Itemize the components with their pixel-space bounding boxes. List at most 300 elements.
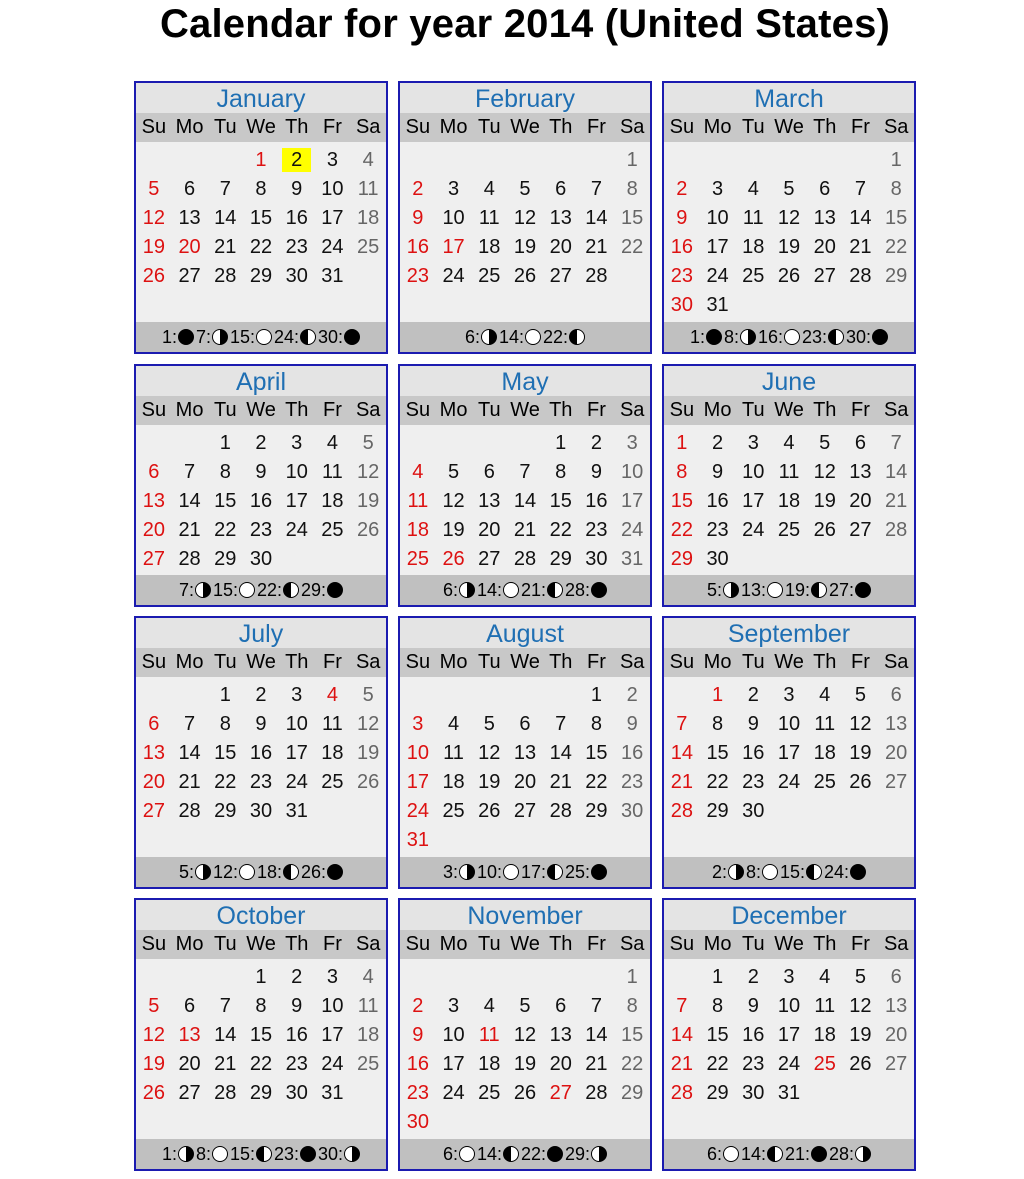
day-cell[interactable]: 4 (448, 713, 460, 735)
day-cell[interactable]: 11 (778, 461, 800, 483)
day-cell[interactable]: 31 (706, 294, 729, 316)
day-cell[interactable]: 25 (742, 265, 765, 287)
day-cell[interactable]: 10 (442, 1024, 465, 1046)
day-cell[interactable]: 23 (742, 771, 765, 793)
day-cell[interactable]: 12 (513, 207, 537, 229)
day-cell[interactable]: 12 (849, 713, 872, 735)
day-cell[interactable]: 7 (184, 713, 196, 735)
day-cell[interactable]: 2 (291, 966, 303, 988)
day-cell[interactable]: 29 (885, 265, 908, 287)
day-cell[interactable]: 13 (849, 461, 872, 483)
day-cell[interactable]: 28 (178, 800, 201, 822)
day-cell[interactable]: 30 (706, 548, 729, 570)
day-cell[interactable]: 17 (621, 490, 644, 512)
day-cell[interactable]: 8 (712, 995, 724, 1017)
day-cell[interactable]: 26 (357, 771, 380, 793)
day-cell[interactable]: 28 (670, 1082, 693, 1104)
day-cell[interactable]: 3 (448, 995, 460, 1017)
day-cell[interactable]: 6 (519, 713, 531, 735)
day-cell[interactable]: 14 (849, 207, 872, 229)
day-cell[interactable]: 25 (406, 548, 429, 570)
day-cell[interactable]: 27 (549, 1082, 572, 1104)
day-cell[interactable]: 5 (448, 461, 460, 483)
day-cell[interactable]: 5 (519, 995, 531, 1017)
day-cell[interactable]: 11 (322, 713, 343, 735)
day-cell[interactable]: 22 (585, 771, 608, 793)
day-cell[interactable]: 26 (513, 1082, 537, 1104)
day-cell[interactable]: 2 (626, 684, 638, 706)
day-cell[interactable]: 11 (742, 207, 764, 229)
day-cell[interactable]: 1 (712, 684, 724, 706)
day-cell[interactable]: 1 (626, 966, 638, 988)
day-cell[interactable]: 22 (549, 519, 572, 541)
day-cell[interactable]: 27 (142, 800, 165, 822)
day-cell[interactable]: 17 (285, 490, 308, 512)
day-cell[interactable]: 15 (214, 742, 237, 764)
day-cell[interactable]: 5 (148, 995, 160, 1017)
day-cell[interactable]: 23 (585, 519, 608, 541)
day-cell[interactable]: 25 (357, 1053, 380, 1075)
day-cell[interactable]: 7 (555, 713, 567, 735)
day-cell[interactable]: 30 (406, 1111, 429, 1133)
day-cell[interactable]: 1 (712, 966, 724, 988)
day-cell[interactable]: 28 (585, 265, 608, 287)
day-cell[interactable]: 12 (442, 490, 465, 512)
day-cell[interactable]: 8 (590, 713, 602, 735)
day-cell[interactable]: 24 (285, 771, 308, 793)
day-cell[interactable]: 5 (362, 684, 374, 706)
day-cell[interactable]: 25 (357, 236, 380, 258)
day-cell[interactable]: 10 (742, 461, 765, 483)
day-cell[interactable]: 20 (885, 1024, 908, 1046)
day-cell[interactable]: 12 (142, 207, 165, 229)
day-cell[interactable]: 3 (626, 432, 638, 454)
day-cell[interactable]: 17 (321, 1024, 344, 1046)
day-cell[interactable]: 25 (478, 1082, 501, 1104)
day-cell[interactable]: 31 (777, 1082, 801, 1104)
day-cell[interactable]: 11 (407, 490, 429, 512)
day-cell[interactable]: 10 (777, 713, 801, 735)
day-cell[interactable]: 18 (357, 1024, 380, 1046)
day-cell[interactable]: 26 (357, 519, 380, 541)
day-cell[interactable]: 27 (885, 1053, 908, 1075)
day-cell[interactable]: 12 (357, 461, 380, 483)
day-cell[interactable]: 7 (519, 461, 531, 483)
day-cell[interactable]: 21 (885, 490, 908, 512)
day-cell[interactable]: 22 (670, 519, 693, 541)
day-cell[interactable]: 22 (706, 771, 729, 793)
day-cell[interactable]: 30 (670, 294, 693, 316)
day-cell[interactable]: 18 (813, 1024, 836, 1046)
day-cell[interactable]: 13 (885, 995, 908, 1017)
day-cell[interactable]: 3 (747, 432, 759, 454)
day-cell[interactable]: 12 (813, 461, 836, 483)
day-cell[interactable]: 27 (549, 265, 572, 287)
day-cell[interactable]: 8 (712, 713, 724, 735)
day-cell[interactable]: 3 (291, 432, 303, 454)
day-cell[interactable]: 5 (783, 178, 795, 200)
day-cell[interactable]: 18 (321, 490, 344, 512)
day-cell[interactable]: 9 (291, 178, 303, 200)
day-cell[interactable]: 31 (406, 829, 429, 851)
day-cell[interactable]: 1 (555, 432, 567, 454)
day-cell[interactable]: 29 (670, 548, 693, 570)
day-cell[interactable]: 7 (590, 178, 602, 200)
day-cell[interactable]: 13 (178, 1024, 201, 1046)
day-cell[interactable]: 5 (854, 966, 866, 988)
day-cell[interactable]: 26 (849, 1053, 872, 1075)
day-cell[interactable]: 27 (178, 265, 201, 287)
day-cell[interactable]: 15 (706, 742, 729, 764)
day-cell[interactable]: 17 (442, 1053, 465, 1075)
day-cell[interactable]: 19 (442, 519, 465, 541)
day-cell[interactable]: 21 (178, 519, 201, 541)
day-cell[interactable]: 17 (777, 1024, 801, 1046)
day-cell[interactable]: 3 (783, 966, 795, 988)
today-cell[interactable]: 2 (279, 146, 315, 175)
day-cell[interactable]: 2 (747, 966, 759, 988)
day-cell[interactable]: 30 (742, 1082, 765, 1104)
day-cell[interactable]: 29 (585, 800, 608, 822)
day-cell[interactable]: 26 (142, 1082, 165, 1104)
day-cell[interactable]: 28 (513, 548, 537, 570)
day-cell[interactable]: 1 (219, 432, 231, 454)
day-cell[interactable]: 9 (747, 995, 759, 1017)
day-cell[interactable]: 2 (412, 178, 424, 200)
day-cell[interactable]: 24 (742, 519, 765, 541)
day-cell[interactable]: 16 (742, 742, 765, 764)
day-cell[interactable]: 14 (549, 742, 572, 764)
day-cell[interactable]: 2 (255, 684, 267, 706)
day-cell[interactable]: 15 (621, 1024, 644, 1046)
day-cell[interactable]: 9 (255, 713, 267, 735)
day-cell[interactable]: 21 (178, 771, 201, 793)
day-cell[interactable]: 1 (255, 149, 267, 171)
day-cell[interactable]: 26 (478, 800, 501, 822)
day-cell[interactable]: 19 (478, 771, 501, 793)
day-cell[interactable]: 1 (890, 149, 902, 171)
day-cell[interactable]: 6 (555, 178, 567, 200)
day-cell[interactable]: 1 (590, 684, 602, 706)
day-cell[interactable]: 16 (742, 1024, 765, 1046)
day-cell[interactable]: 20 (178, 236, 201, 258)
day-cell[interactable]: 11 (814, 995, 836, 1017)
day-cell[interactable]: 19 (849, 1024, 872, 1046)
day-cell[interactable]: 6 (854, 432, 866, 454)
day-cell[interactable]: 20 (885, 742, 908, 764)
day-cell[interactable]: 5 (854, 684, 866, 706)
day-cell[interactable]: 18 (357, 207, 380, 229)
day-cell[interactable]: 8 (255, 995, 267, 1017)
day-cell[interactable]: 29 (621, 1082, 644, 1104)
day-cell[interactable]: 6 (890, 684, 902, 706)
day-cell[interactable]: 31 (285, 800, 308, 822)
day-cell[interactable]: 20 (478, 519, 501, 541)
day-cell[interactable]: 7 (590, 995, 602, 1017)
day-cell[interactable]: 31 (621, 548, 644, 570)
day-cell[interactable]: 14 (670, 1024, 693, 1046)
day-cell[interactable]: 12 (142, 1024, 165, 1046)
day-cell[interactable]: 19 (813, 490, 836, 512)
day-cell[interactable]: 15 (706, 1024, 729, 1046)
day-cell[interactable]: 13 (813, 207, 836, 229)
day-cell[interactable]: 9 (712, 461, 724, 483)
day-cell[interactable]: 25 (321, 771, 344, 793)
day-cell[interactable]: 23 (406, 265, 429, 287)
day-cell[interactable]: 10 (285, 461, 308, 483)
day-cell[interactable]: 25 (777, 519, 801, 541)
day-cell[interactable]: 5 (148, 178, 160, 200)
day-cell[interactable]: 2 (255, 432, 267, 454)
day-cell[interactable]: 4 (747, 178, 759, 200)
day-cell[interactable]: 4 (362, 149, 374, 171)
day-cell[interactable]: 28 (214, 265, 237, 287)
day-cell[interactable]: 24 (442, 1082, 465, 1104)
day-cell[interactable]: 20 (813, 236, 836, 258)
day-cell[interactable]: 8 (219, 713, 231, 735)
day-cell[interactable]: 3 (783, 684, 795, 706)
day-cell[interactable]: 30 (742, 800, 765, 822)
day-cell[interactable]: 14 (585, 207, 608, 229)
day-cell[interactable]: 28 (849, 265, 872, 287)
day-cell[interactable]: 23 (621, 771, 644, 793)
day-cell[interactable]: 1 (676, 432, 688, 454)
day-cell[interactable]: 13 (513, 742, 537, 764)
day-cell[interactable]: 7 (219, 995, 231, 1017)
day-cell[interactable]: 11 (322, 461, 343, 483)
day-cell[interactable]: 20 (849, 490, 872, 512)
day-cell[interactable]: 27 (513, 800, 537, 822)
day-cell[interactable]: 24 (321, 236, 344, 258)
day-cell[interactable]: 2 (747, 684, 759, 706)
day-cell[interactable]: 16 (406, 236, 429, 258)
day-cell[interactable]: 6 (184, 995, 196, 1017)
day-cell[interactable]: 13 (549, 207, 572, 229)
day-cell[interactable]: 21 (214, 236, 237, 258)
day-cell[interactable]: 21 (585, 1053, 608, 1075)
day-cell[interactable]: 14 (670, 742, 693, 764)
day-cell[interactable]: 21 (670, 771, 693, 793)
day-cell[interactable]: 18 (742, 236, 765, 258)
day-cell[interactable]: 2 (712, 432, 724, 454)
day-cell[interactable]: 15 (621, 207, 644, 229)
day-cell[interactable]: 7 (184, 461, 196, 483)
day-cell[interactable]: 27 (478, 548, 501, 570)
day-cell[interactable]: 6 (184, 178, 196, 200)
day-cell[interactable]: 9 (676, 207, 688, 229)
day-cell[interactable]: 28 (549, 800, 572, 822)
day-cell[interactable]: 25 (442, 800, 465, 822)
day-cell[interactable]: 24 (406, 800, 429, 822)
day-cell[interactable]: 18 (777, 490, 801, 512)
day-cell[interactable]: 25 (478, 265, 501, 287)
day-cell[interactable]: 17 (742, 490, 765, 512)
day-cell[interactable]: 28 (214, 1082, 237, 1104)
day-cell[interactable]: 2 (412, 995, 424, 1017)
day-cell[interactable]: 19 (777, 236, 801, 258)
day-cell[interactable]: 16 (585, 490, 608, 512)
day-cell[interactable]: 4 (326, 432, 338, 454)
day-cell[interactable]: 17 (285, 742, 308, 764)
day-cell[interactable]: 6 (890, 966, 902, 988)
day-cell[interactable]: 29 (549, 548, 572, 570)
day-cell[interactable]: 10 (406, 742, 429, 764)
day-cell[interactable]: 11 (814, 713, 836, 735)
day-cell[interactable]: 23 (285, 1053, 308, 1075)
day-cell[interactable]: 12 (849, 995, 872, 1017)
day-cell[interactable]: 8 (626, 178, 638, 200)
day-cell[interactable]: 15 (585, 742, 608, 764)
day-cell[interactable]: 14 (178, 742, 201, 764)
day-cell[interactable]: 24 (442, 265, 465, 287)
day-cell[interactable]: 12 (478, 742, 501, 764)
day-cell[interactable]: 4 (362, 966, 374, 988)
day-cell[interactable]: 16 (249, 490, 273, 512)
day-cell[interactable]: 24 (777, 1053, 801, 1075)
day-cell[interactable]: 23 (706, 519, 729, 541)
day-cell[interactable]: 21 (214, 1053, 237, 1075)
day-cell[interactable]: 22 (214, 519, 237, 541)
day-cell[interactable]: 29 (706, 1082, 729, 1104)
day-cell[interactable]: 23 (249, 771, 273, 793)
day-cell[interactable]: 2 (590, 432, 602, 454)
day-cell[interactable]: 29 (214, 548, 237, 570)
day-cell[interactable]: 23 (406, 1082, 429, 1104)
day-cell[interactable]: 30 (285, 265, 308, 287)
day-cell[interactable]: 27 (885, 771, 908, 793)
day-cell[interactable]: 11 (478, 1024, 500, 1046)
day-cell[interactable]: 12 (357, 713, 380, 735)
day-cell[interactable]: 27 (178, 1082, 201, 1104)
day-cell[interactable]: 19 (142, 1053, 165, 1075)
day-cell[interactable]: 13 (178, 207, 201, 229)
day-cell[interactable]: 4 (783, 432, 795, 454)
day-cell[interactable]: 18 (478, 1053, 501, 1075)
day-cell[interactable]: 22 (706, 1053, 729, 1075)
day-cell[interactable]: 8 (555, 461, 567, 483)
day-cell[interactable]: 14 (214, 1024, 237, 1046)
day-cell[interactable]: 22 (885, 236, 908, 258)
day-cell[interactable]: 17 (442, 236, 465, 258)
day-cell[interactable]: 9 (412, 207, 424, 229)
day-cell[interactable]: 30 (249, 548, 273, 570)
day-cell[interactable]: 5 (819, 432, 831, 454)
day-cell[interactable]: 5 (519, 178, 531, 200)
day-cell[interactable]: 5 (483, 713, 495, 735)
day-cell[interactable]: 1 (626, 149, 638, 171)
day-cell[interactable]: 1 (219, 684, 231, 706)
day-cell[interactable]: 7 (676, 713, 688, 735)
day-cell[interactable]: 25 (321, 519, 344, 541)
day-cell[interactable]: 3 (448, 178, 460, 200)
day-cell[interactable]: 28 (670, 800, 693, 822)
day-cell[interactable]: 20 (178, 1053, 201, 1075)
day-cell[interactable]: 8 (255, 178, 267, 200)
day-cell[interactable]: 12 (777, 207, 801, 229)
day-cell[interactable]: 23 (285, 236, 308, 258)
day-cell[interactable]: 30 (585, 548, 608, 570)
day-cell[interactable]: 14 (513, 490, 537, 512)
day-cell[interactable]: 4 (819, 684, 831, 706)
day-cell[interactable]: 10 (321, 178, 344, 200)
day-cell[interactable]: 21 (585, 236, 608, 258)
day-cell[interactable]: 13 (478, 490, 501, 512)
day-cell[interactable]: 13 (142, 490, 165, 512)
day-cell[interactable]: 29 (249, 1082, 273, 1104)
day-cell[interactable]: 16 (285, 1024, 308, 1046)
day-cell[interactable]: 15 (670, 490, 693, 512)
day-cell[interactable]: 18 (813, 742, 836, 764)
day-cell[interactable]: 22 (249, 1053, 273, 1075)
day-cell[interactable]: 31 (321, 1082, 344, 1104)
day-cell[interactable]: 15 (214, 490, 237, 512)
day-cell[interactable]: 3 (326, 966, 338, 988)
day-cell[interactable]: 26 (142, 265, 165, 287)
day-cell[interactable]: 26 (849, 771, 872, 793)
day-cell[interactable]: 4 (483, 995, 495, 1017)
day-cell[interactable]: 24 (777, 771, 801, 793)
day-cell[interactable]: 6 (819, 178, 831, 200)
day-cell[interactable]: 23 (670, 265, 693, 287)
day-cell[interactable]: 28 (178, 548, 201, 570)
day-cell[interactable]: 16 (249, 742, 273, 764)
day-cell[interactable]: 24 (321, 1053, 344, 1075)
day-cell[interactable]: 8 (219, 461, 231, 483)
day-cell[interactable]: 27 (142, 548, 165, 570)
day-cell[interactable]: 7 (219, 178, 231, 200)
day-cell[interactable]: 10 (285, 713, 308, 735)
day-cell[interactable]: 12 (513, 1024, 537, 1046)
day-cell[interactable]: 20 (142, 771, 165, 793)
day-cell[interactable]: 6 (483, 461, 495, 483)
day-cell[interactable]: 26 (442, 548, 465, 570)
day-cell[interactable]: 4 (483, 178, 495, 200)
day-cell[interactable]: 30 (249, 800, 273, 822)
day-cell[interactable]: 9 (255, 461, 267, 483)
day-cell[interactable]: 7 (890, 432, 902, 454)
day-cell[interactable]: 17 (321, 207, 344, 229)
day-cell[interactable]: 14 (885, 461, 908, 483)
day-cell[interactable]: 8 (890, 178, 902, 200)
day-cell[interactable]: 10 (621, 461, 644, 483)
day-cell[interactable]: 28 (885, 519, 908, 541)
day-cell[interactable]: 29 (706, 800, 729, 822)
day-cell[interactable]: 18 (321, 742, 344, 764)
day-cell[interactable]: 14 (178, 490, 201, 512)
day-cell[interactable]: 26 (813, 519, 836, 541)
day-cell[interactable]: 26 (777, 265, 801, 287)
day-cell[interactable]: 9 (412, 1024, 424, 1046)
day-cell[interactable]: 8 (676, 461, 688, 483)
day-cell[interactable]: 3 (326, 149, 338, 171)
day-cell[interactable]: 19 (142, 236, 165, 258)
day-cell[interactable]: 18 (406, 519, 429, 541)
day-cell[interactable]: 16 (621, 742, 644, 764)
day-cell[interactable]: 6 (148, 713, 160, 735)
day-cell[interactable]: 14 (585, 1024, 608, 1046)
day-cell[interactable]: 11 (357, 995, 379, 1017)
day-cell[interactable]: 22 (621, 236, 644, 258)
day-cell[interactable]: 6 (555, 995, 567, 1017)
day-cell[interactable]: 10 (706, 207, 729, 229)
day-cell[interactable]: 20 (142, 519, 165, 541)
day-cell[interactable]: 29 (214, 800, 237, 822)
day-cell[interactable]: 19 (513, 236, 537, 258)
day-cell[interactable]: 18 (442, 771, 465, 793)
day-cell[interactable]: 30 (285, 1082, 308, 1104)
day-cell[interactable]: 16 (706, 490, 729, 512)
day-cell[interactable]: 31 (321, 265, 344, 287)
